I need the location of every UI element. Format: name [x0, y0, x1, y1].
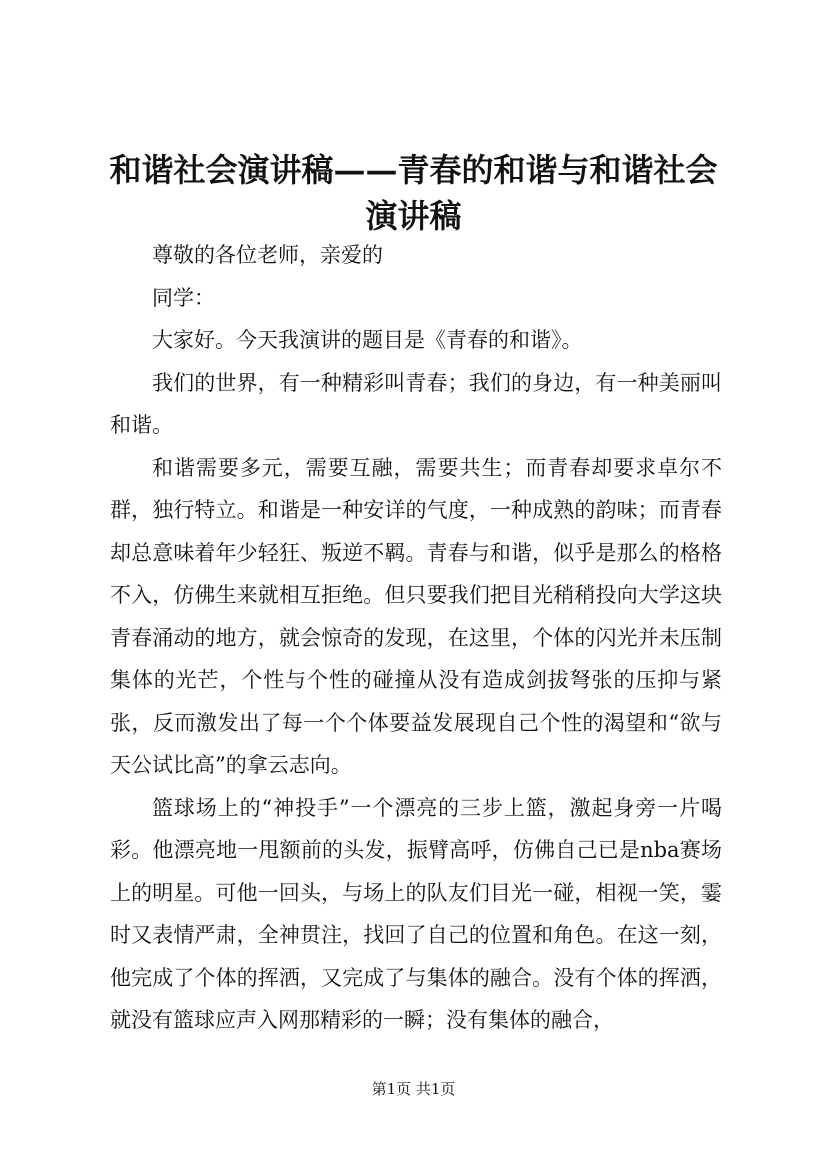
document-body	[110, 234, 722, 1042]
document-title: 和谐社会演讲稿——青春的和谐与和谐社会演讲稿	[109, 151, 718, 235]
paragraph-basketball: 篮球场上的“神投手”一个漂亮的三步上篮，激起身旁一片喝彩。他漂亮地一甩额前的头发，振臂高呼，仿佛自己已是nba赛场上的明星。可他一回头，与场上的队友们目光一碰，相视一笑，霎时又表情严肃，全神贯注，找回了自己的位置和角色。在这一刻，他完成了个体的挥洒，又完成了与集体的融合。没有个体的挥洒，就没有篮球应声入网那精彩的一瞬；没有集体的融合，	[110, 795, 722, 1032]
page-footer: 第1页 共1页	[371, 1080, 456, 1098]
paragraph-salutation: 尊敬的各位老师，亲爱的	[152, 243, 383, 267]
paragraph-intro: 我们的世界，有一种精彩叫青春；我们的身边，有一种美丽叫和谐。	[110, 370, 722, 437]
paragraph-harmony: 和谐需要多元，需要互融，需要共生；而青春却要求卓尔不群，独行特立。和谐是一种安详的气度，一种成熟的韵味；而青春却总意味着年少轻狂、叛逆不羁。青春与和谐，似乎是那么的格格不入，仿佛生来就相互拒绝。但只要我们把目光稍稍投向大学这块青春涌动的地方，就会惊奇的发现，在这里，个体的闪光并未压制集体的光芒，个性与个性的碰撞从没有造成剑拔弩张的压抑与紧张，反而激发出了每一个个体要益发展现自己个性的渴望和“欲与天公试比高”的拿云志向。	[110, 455, 722, 777]
paragraph-salutation-continued: 同学：	[152, 285, 215, 310]
paragraph-greeting: 大家好。今天我演讲的题目是《青春的和谐》。	[152, 328, 583, 352]
